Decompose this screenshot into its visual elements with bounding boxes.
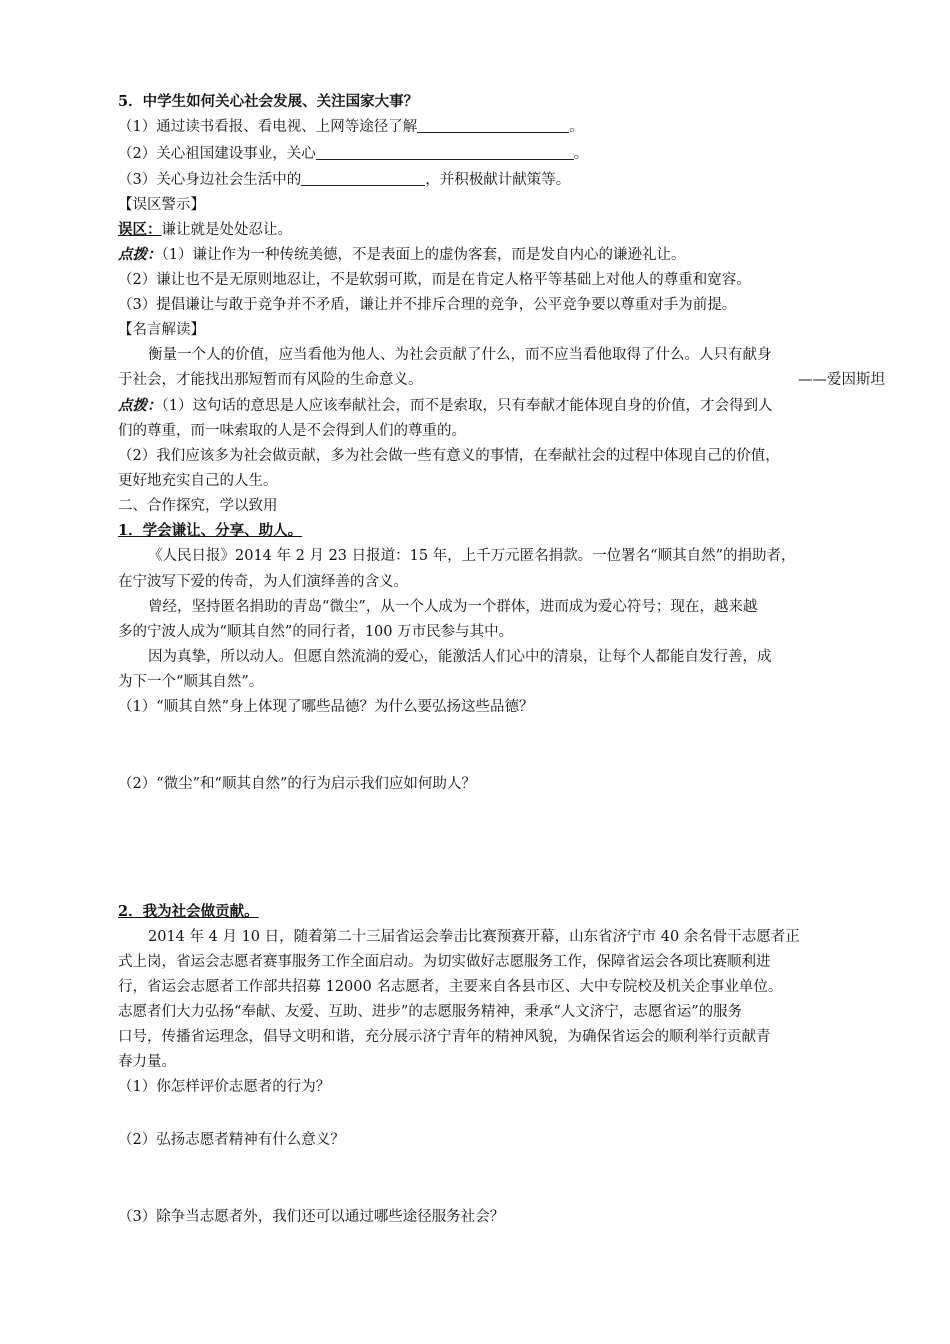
quote-tip-1-text: （1）这句话的意思是人应该奉献社会，而不是索取，只有奉献才能体现自身的价值，才会得到人 [161, 398, 773, 414]
s2-para-3: 行，省运会志愿者工作部共招募 12000 名志愿者，主要来自各县市区、大中专院校及机关企事业单位。 [118, 979, 783, 995]
q5-item-2-end: 。 [573, 146, 589, 162]
q5-item-1-text: （1）通过读书看报、看电视、上网等途径了解 [118, 119, 418, 135]
tip-3: （3）提倡谦让与敢于竞争并不矛盾，谦让并不排斥合理的竞争，公平竞争要以尊重对手为前提。 [118, 297, 737, 313]
s1-para-1-cont: 在宁波写下爱的传奇，为人们演绎善的含义。 [118, 574, 408, 590]
fill-blank-2[interactable] [316, 145, 574, 160]
quote-line-2-text: 于社会，才能找出那短暂而有风险的生命意义。 [118, 372, 423, 388]
q5-item-2 [118, 145, 858, 163]
quote-line-2 [118, 371, 885, 389]
quote-author: ——爱因斯坦 [798, 372, 885, 388]
q5-item-2-text: （2）关心祖国建设事业，关心 [118, 146, 316, 162]
q5-item-3-end: ，并积极献计献策等。 [425, 172, 571, 188]
misconception-label: 误区： [118, 221, 162, 238]
subsection-1-title: 1．学会谦让、分享、助人。 [118, 522, 303, 539]
fill-blank-1[interactable] [417, 118, 569, 133]
quote-tip-2-cont: 更好地充实自己的人生。 [118, 473, 278, 489]
quote-header: 【名言解读】 [118, 322, 205, 338]
s1-question-2: （2）“微尘”和“顺其自然”的行为启示我们应如何助人？ [118, 776, 476, 792]
quote-line-1: 衡量一个人的价值，应当看他为他人、为社会贡献了什么，而不应当看他取得了什么。人只有献身 [148, 347, 772, 363]
fill-blank-3[interactable] [301, 171, 425, 186]
s2-para-1: 2014 年 4 月 10 日，随着第二十三届省运会拳击比赛预赛开幕，山东省济宁市 40 余名骨干志愿者正 [148, 929, 800, 945]
s2-question-2: （2）弘扬志愿者精神有什么意义？ [118, 1132, 345, 1148]
quote-tip-label: 点拨： [118, 397, 162, 414]
s1-para-3-cont: 为下一个“顺其自然”。 [118, 674, 264, 690]
q5-item-1 [118, 118, 858, 136]
s2-para-6: 春力量。 [118, 1054, 176, 1070]
s2-para-5: 口号，传播省运理念，倡导文明和谐，充分展示济宁青年的精神风貌，为确保省运会的顺利举行贡献青 [118, 1029, 771, 1045]
misconception-text: 谦让就是处处忍让。 [161, 222, 292, 238]
tip-1 [118, 246, 858, 264]
warning-header: 【误区警示】 [118, 197, 205, 213]
s1-question-1: （1）“顺其自然”身上体现了哪些品德？为什么要弘扬这些品德？ [118, 699, 534, 715]
subsection-2-title: 2．我为社会做贡献。 [118, 903, 259, 920]
tip-2: （2）谦让也不是无原则地忍让，不是软弱可欺，而是在肯定人格平等基础上对他人的尊重和宽容。 [118, 272, 751, 288]
quote-tip-2: （2）我们应该多为社会做贡献，多为社会做一些有意义的事情，在奉献社会的过程中体现自己的价值， [118, 448, 780, 464]
tip-label: 点拨： [118, 246, 162, 263]
quote-tip-1-cont: 们的尊重，而一味索取的人是不会得到人们的尊重的。 [118, 423, 466, 439]
tip-1-text: （1）谦让作为一种传统美德，不是表面上的虚伪客套，而是发自内心的谦逊礼让。 [161, 247, 686, 263]
s2-question-3: （3）除争当志愿者外，我们还可以通过哪些途径服务社会？ [118, 1209, 505, 1225]
quote-tip-1 [118, 397, 858, 415]
q5-item-1-end: 。 [569, 119, 584, 135]
q5-item-3 [118, 171, 858, 189]
s2-question-1: （1）你怎样评价志愿者的行为？ [118, 1079, 331, 1095]
section-title: 二、合作探究，学以致用 [118, 498, 278, 514]
q5-title: 5．中学生如何关心社会发展、关注国家大事？ [118, 93, 419, 110]
s2-para-4: 志愿者们大力弘扬“奉献、友爱、互助、进步”的志愿服务精神，秉承“人文济宁，志愿省运”的服务 [118, 1004, 743, 1020]
s1-para-3: 因为真挚，所以动人。但愿自然流淌的爱心，能激活人们心中的清泉，让每个人都能自发行善，成 [148, 649, 772, 665]
s1-para-2: 曾经，坚持匿名捐助的青岛“微尘”，从一个人成为一个群体，进而成为爱心符号；现在，越来越 [148, 599, 758, 615]
s2-para-2: 式上岗，省运会志愿者赛事服务工作全面启动。为切实做好志愿服务工作，保障省运会各项比赛顺利进 [118, 954, 771, 970]
misconception [118, 221, 858, 239]
s1-para-2-cont: 多的宁波人成为“顺其自然”的同行者，100 万市民参与其中。 [118, 624, 514, 640]
q5-item-3-text: （3）关心身边社会生活中的 [118, 172, 302, 188]
s1-para-1: 《人民日报》2014 年 2 月 23 日报道：15 年，上千万元匿名捐款。一位署名“顺其自然”的捐助者， [148, 548, 796, 564]
